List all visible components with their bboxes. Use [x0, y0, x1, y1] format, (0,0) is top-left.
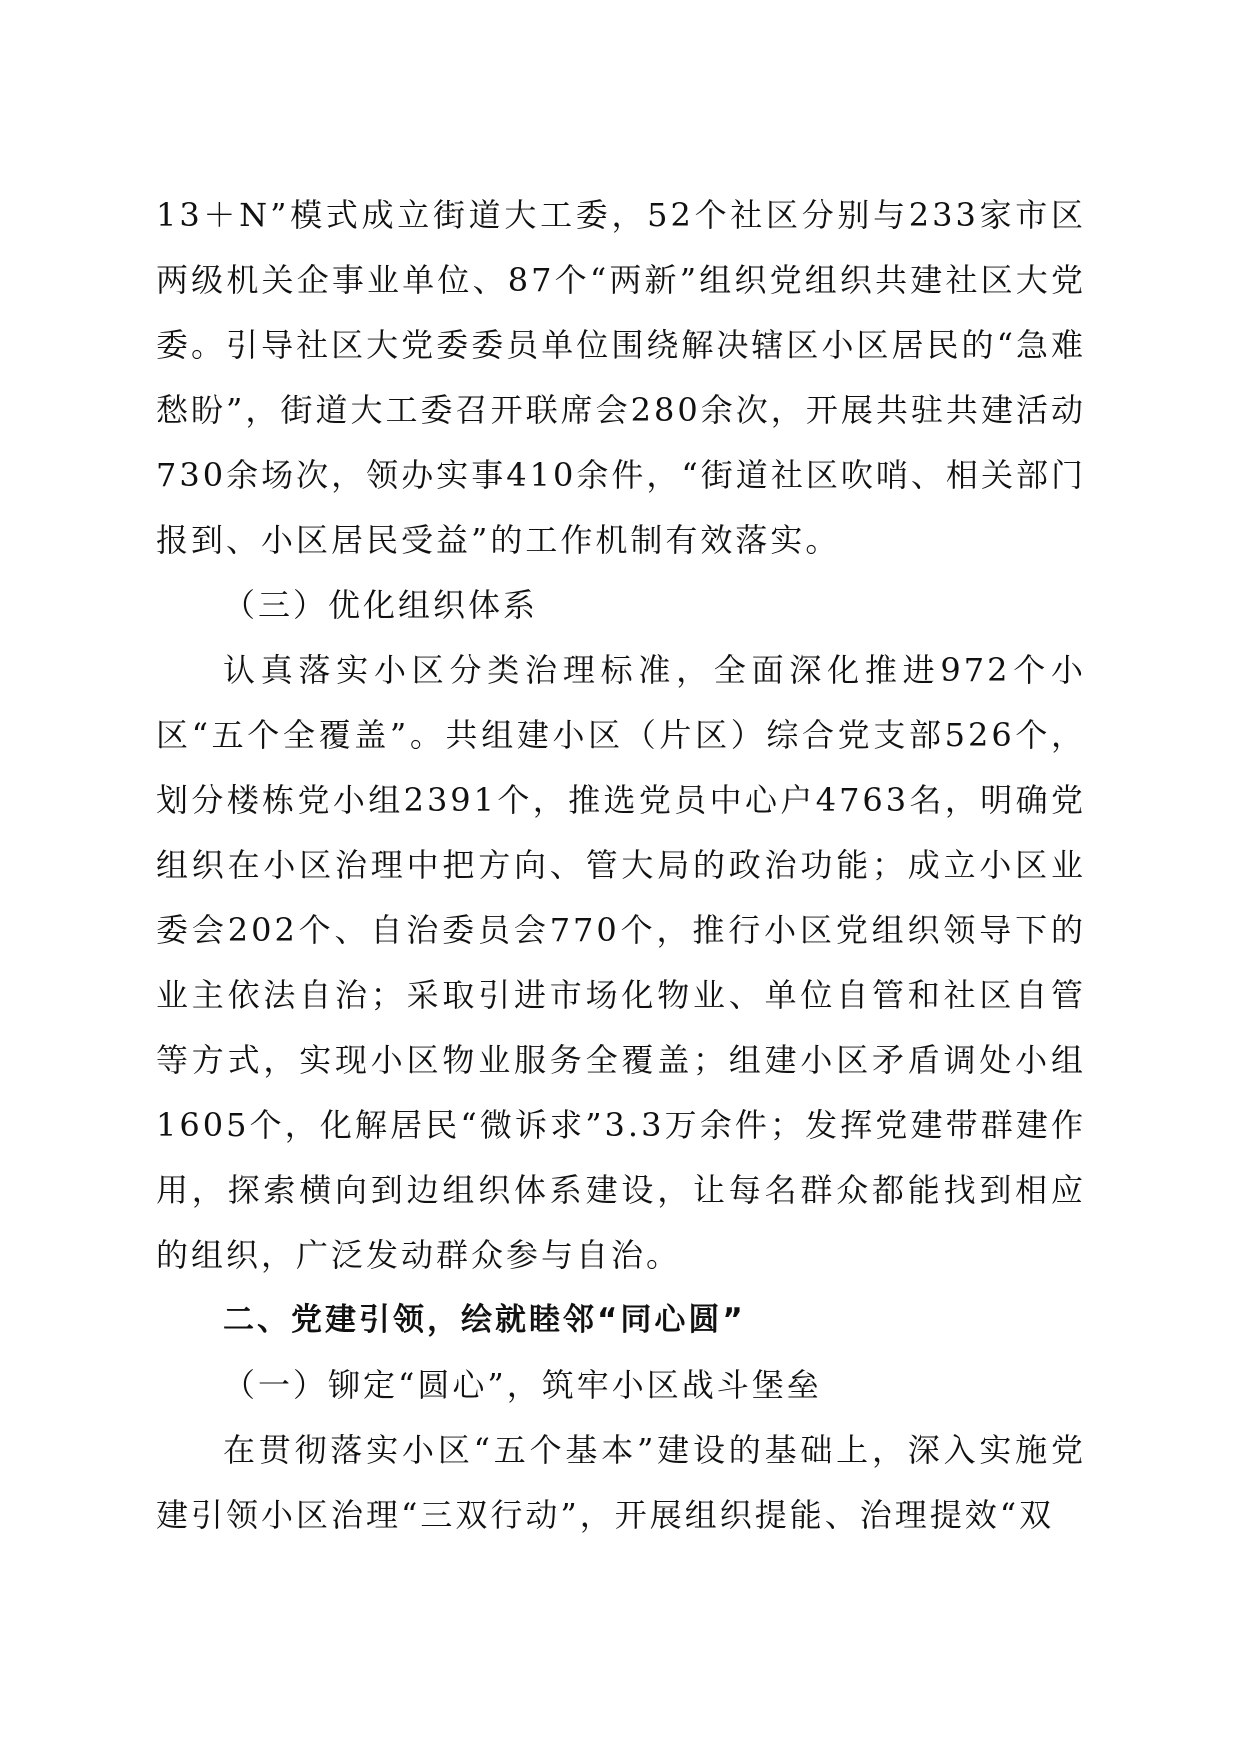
- subsection-heading-1: （一）铆定“圆心”，筑牢小区战斗堡垒: [223, 1366, 822, 1404]
- paragraph-continuation: 13＋N”模式成立街道大工委，52个社区分别与233家市区两级机关企事业单位、87个“两新”组织党组织共建社区大党委。引导社区大党委委员单位围绕解决辖区小区居民的“急难愁盼”，街道大工委召开联席会280余次，开展共驻共建活动730余场次，领办实事410余件，“街道社区吹哨、相关部门报到、小区居民受益”的工作机制有效落实。: [156, 196, 1086, 559]
- document-body: [156, 183, 1086, 1548]
- paragraph-organization-system: 认真落实小区分类治理标准，全面深化推进972个小区“五个全覆盖”。共组建小区（片区）综合党支部526个，划分楼栋党小组2391个，推选党员中心户4763名，明确党组织在小区治理中把方向、管大局的政治功能；成立小区业委会202个、自治委员会770个，推行小区党组织领导下的业主依法自治；采取引进市场化物业、单位自管和社区自管等方式，实现小区物业服务全覆盖；组建小区矛盾调处小组1605个，化解居民“微诉求”3.3万余件；发挥党建带群建作用，探索横向到边组织体系建设，让每名群众都能找到相应的组织，广泛发动群众参与自治。: [156, 651, 1086, 1274]
- section-heading-2: 二、党建引领，绘就睦邻“同心圆”: [223, 1302, 746, 1338]
- paragraph-five-basics: 在贯彻落实小区“五个基本”建设的基础上，深入实施党建引领小区治理“三双行动”，开展组织提能、治理提效“双: [156, 1431, 1086, 1534]
- subsection-heading-3: （三）优化组织体系: [223, 586, 539, 624]
